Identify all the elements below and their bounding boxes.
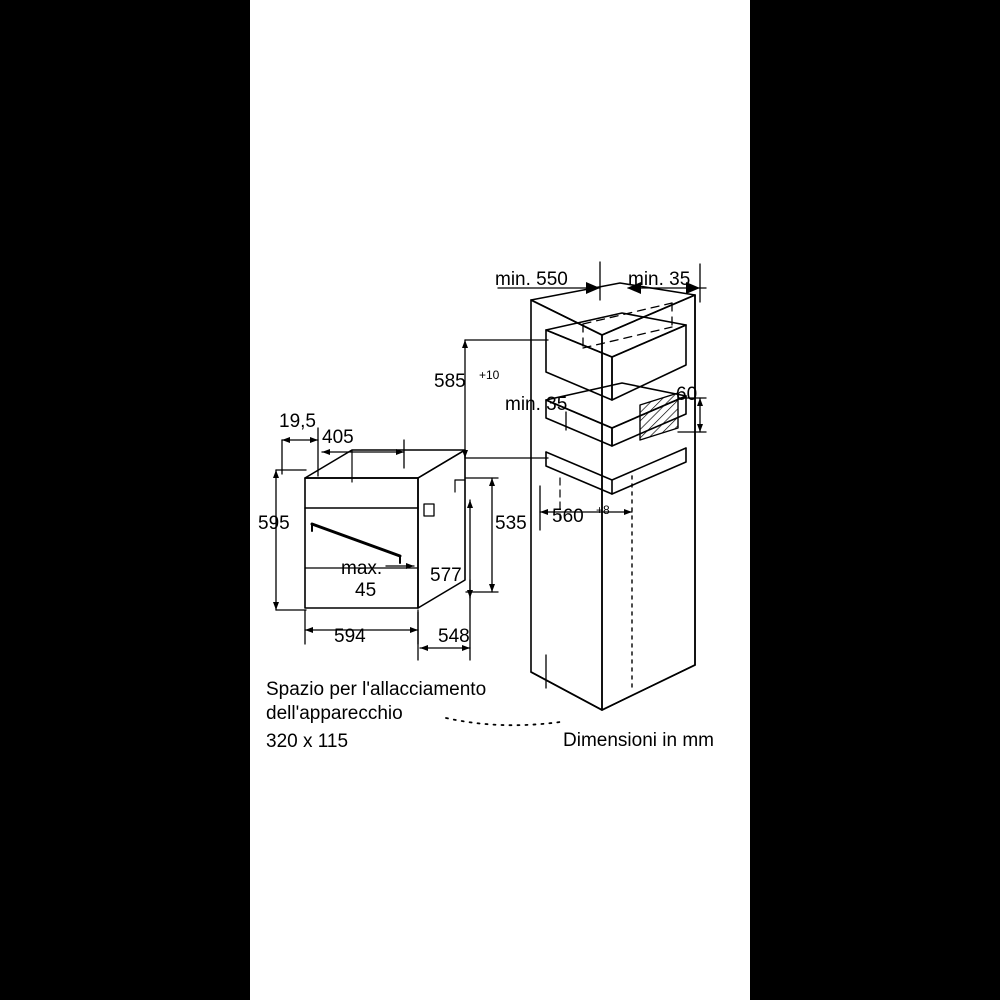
label-405: 405 [322,427,354,448]
label-585: 585 [434,371,466,392]
label-577: 577 [430,565,462,586]
label-19-5: 19,5 [279,411,316,432]
label-60: 60 [676,384,698,405]
label-560-tolerance: +8 [596,503,610,517]
label-560: 560 [552,506,584,527]
label-max: max. [341,558,383,579]
caption-connection-space-line2: dell'apparecchio [266,703,403,724]
label-535: 535 [495,513,527,534]
label-585-tolerance: +10 [479,368,500,382]
label-min-550: min. 550 [495,269,568,290]
label-min-35-top: min. 35 [628,269,691,290]
label-594: 594 [334,626,366,647]
label-min-35-mid: min. 35 [505,394,568,415]
label-548: 548 [438,626,470,647]
caption-units: Dimensioni in mm [563,730,714,751]
caption-connection-space-line3: 320 x 115 [266,731,349,752]
caption-connection-space-line1: Spazio per l'allacciamento [266,679,487,700]
label-45: 45 [355,580,377,601]
label-595: 595 [258,513,290,534]
